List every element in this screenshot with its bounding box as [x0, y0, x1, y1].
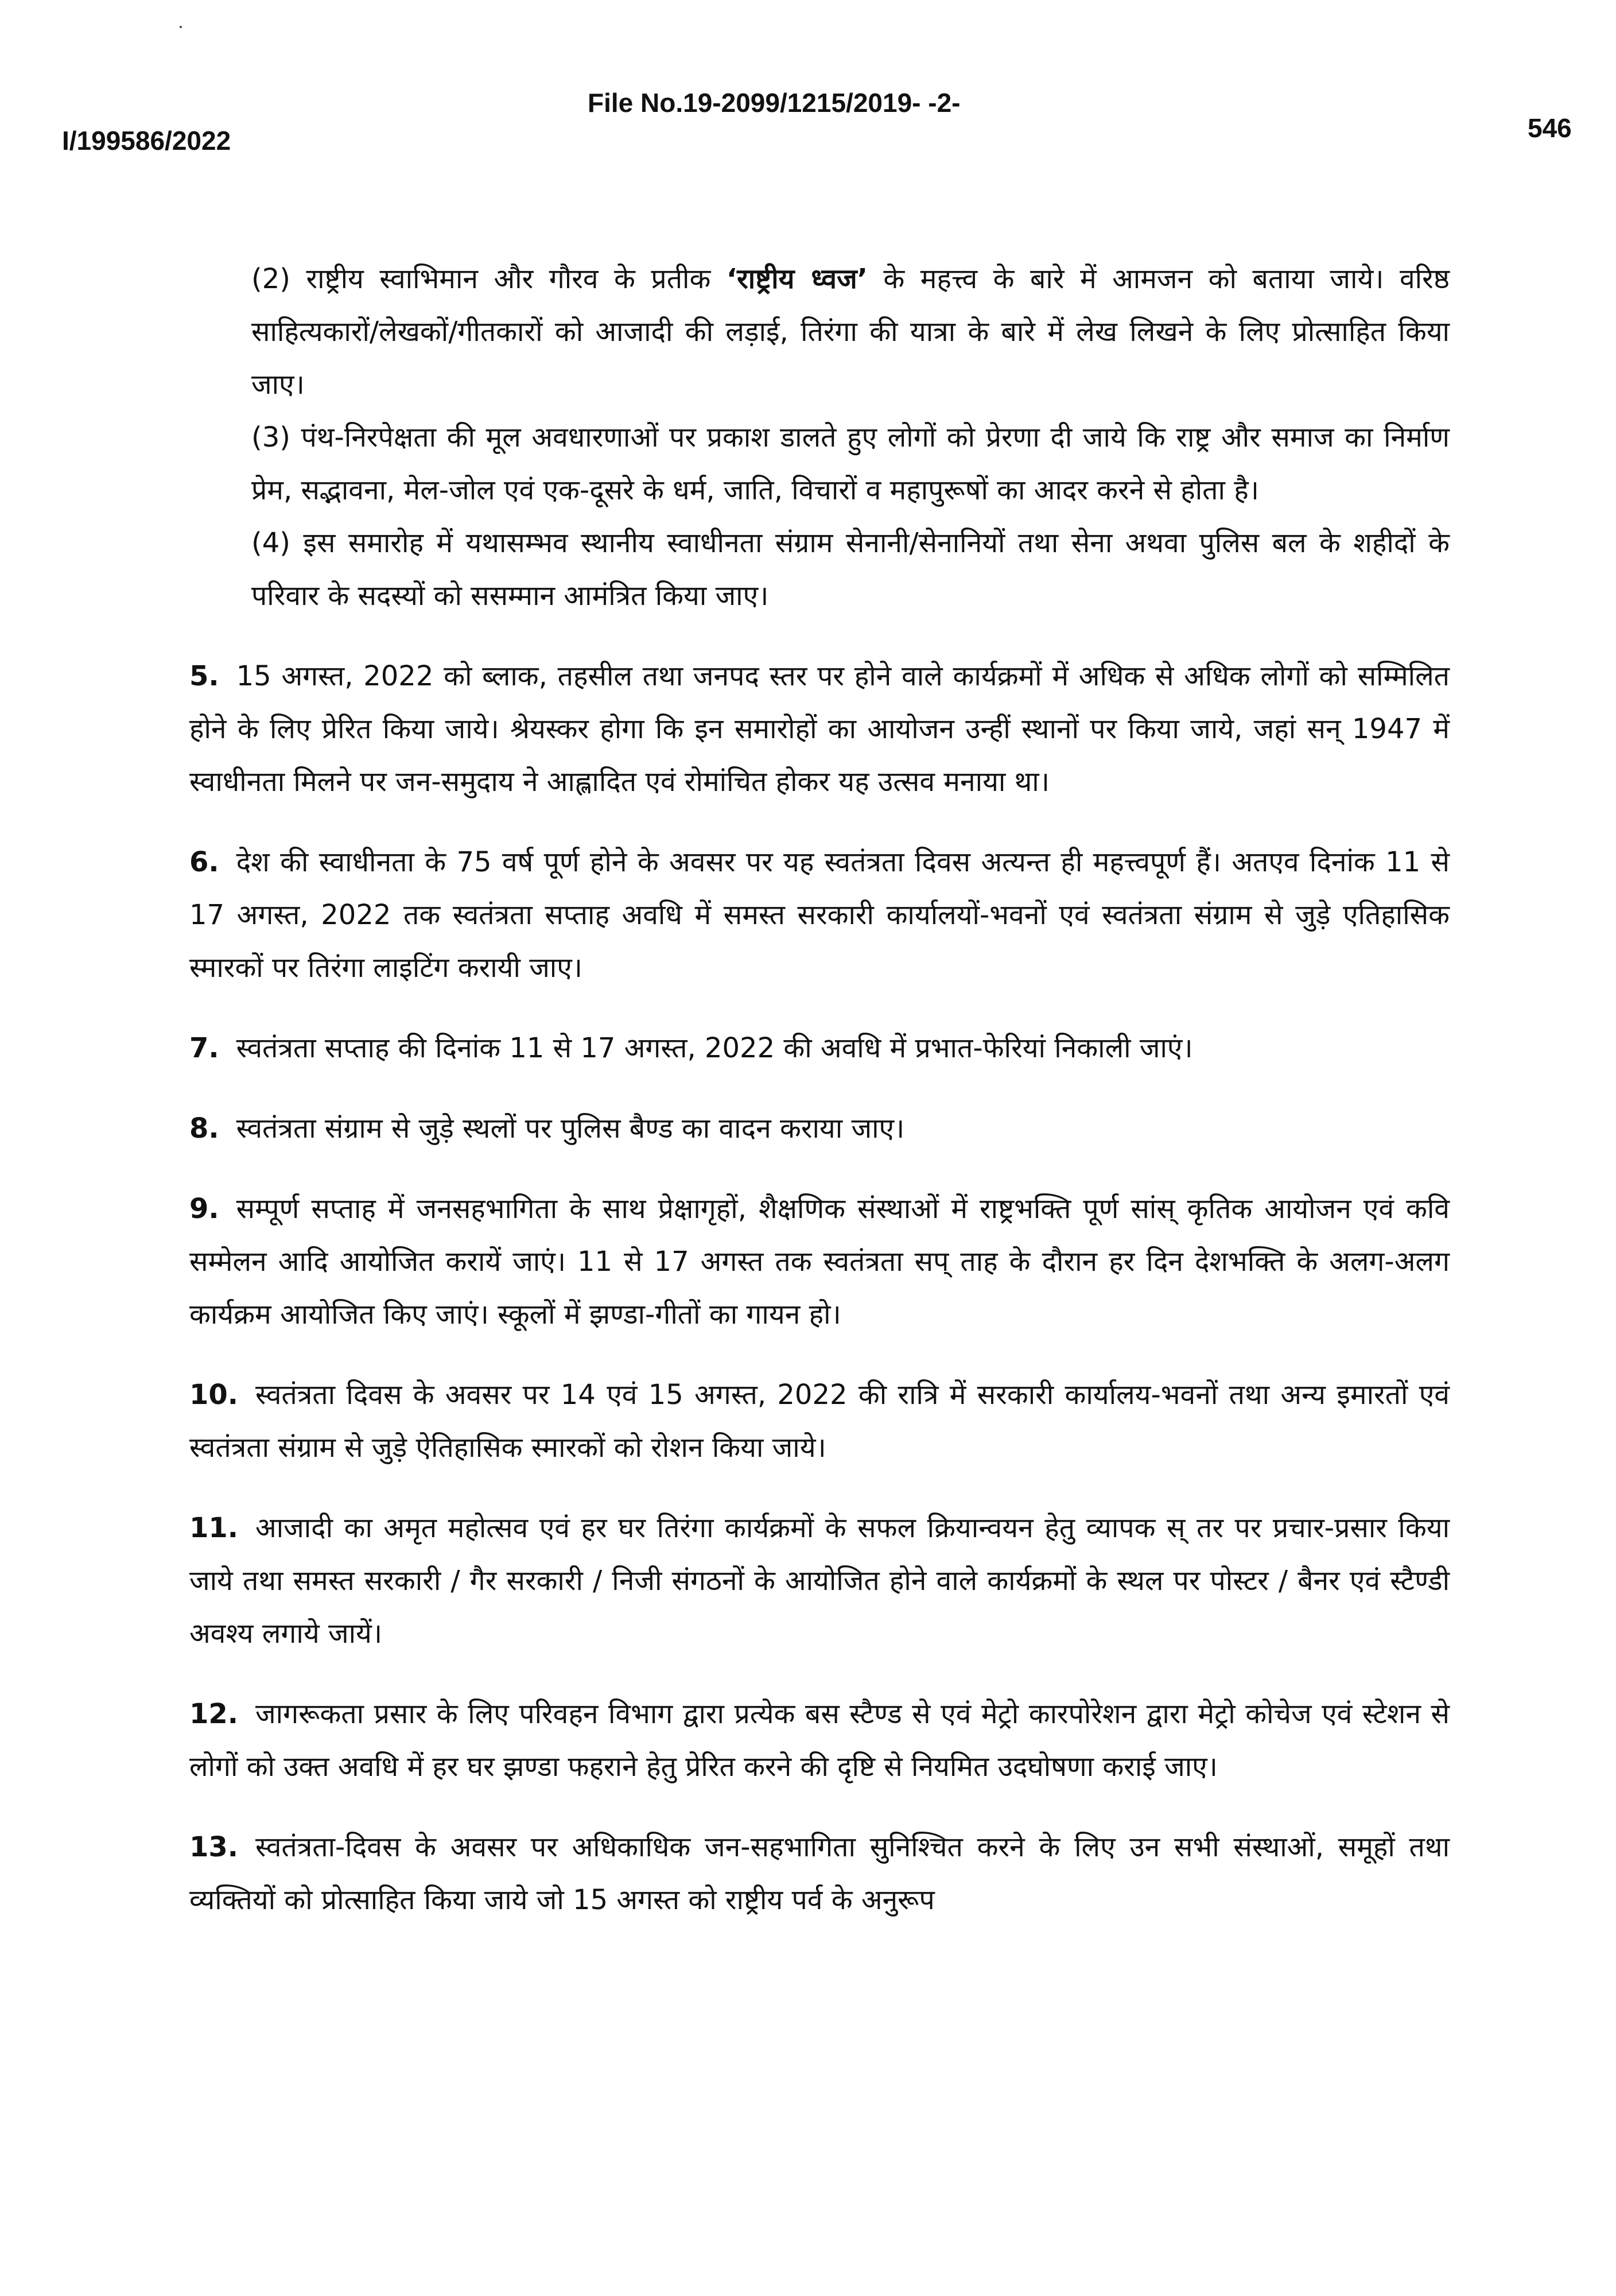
paragraph-7 — [189, 1022, 1450, 1075]
paragraph-text: सम्पूर्ण सप्ताह में जनसहभागिता के साथ प्रेक्षागृहों, शैक्षणिक संस्थाओं में राष्ट्रभक्ति पूर्ण सांस् कृतिक आयोजन एवं कवि सम्मेलन आदि आयोजित करायें जाएं। 11 से 17 अगस्त तक स्वतंत्रता सप् ताह के दौरान हर दिन देशभक्ति के अलग-अलग कार्यक्रम आयोजित किए जाएं। स्कूलों में झण्डा-गीतों का गायन हो। — [189, 1193, 1450, 1331]
paragraph-number: 8. — [189, 1112, 219, 1145]
paragraph-text: स्वतंत्रता-दिवस के अवसर पर अधिकाधिक जन-सहभागिता सुनिश्चित करने के लिए उन सभी संस्थाओं, समूहों तथा व्यक्तियों को प्रोत्साहित किया जाये जो 15 अगस्त को राष्ट्रीय पर्व के अनुरूप — [189, 1831, 1450, 1916]
paragraph-number: 11. — [189, 1512, 239, 1544]
paragraph-number: 5. — [189, 660, 219, 692]
document-id: I/199586/2022 — [62, 126, 231, 156]
paragraph-13 — [189, 1821, 1450, 1926]
document-body — [189, 253, 1450, 1926]
paragraph-12 — [189, 1688, 1450, 1793]
scan-dot — [180, 26, 182, 28]
paragraph-number: 12. — [189, 1698, 239, 1730]
sub-item-3: (3) पंथ-निरपेक्षता की मूल अवधारणाओं पर प्रकाश डालते हुए लोगों को प्रेरणा दी जाये कि राष्ट्र और समाज का निर्माण प्रेम, सद्भावना, मेल-जोल एवं एक-दूसरे के धर्म, जाति, विचारों व महापुरूषों का आदर करने से होता है। — [251, 421, 1450, 506]
paragraph-text: स्वतंत्रता दिवस के अवसर पर 14 एवं 15 अगस्त, 2022 की रात्रि में सरकारी कार्यालय-भवनों तथा अन्य इमारतों एवं स्वतंत्रता संग्राम से जुड़े ऐतिहासिक स्मारकों को रोशन किया जाये। — [189, 1379, 1450, 1464]
sub-item-2-text-end: के महत्त्व के बारे में आमजन को बताया जाये। वरिष्ठ साहित्यकारों/लेखकों/गीतकारों को आजादी की लड़ाई, तिरंगा की यात्रा के बारे में लेख लिखने के लिए प्रोत्साहित किया जाए। — [251, 263, 1450, 401]
paragraph-text: स्वतंत्रता सप्ताह की दिनांक 11 से 17 अगस्त, 2022 की अवधि में प्रभात-फेरियां निकाली जाएं। — [236, 1032, 1193, 1064]
paragraph-text: देश की स्वाधीनता के 75 वर्ष पूर्ण होने के अवसर पर यह स्वतंत्रता दिवस अत्यन्त ही महत्त्वपूर्ण हैं। अतएव दिनांक 11 से 17 अगस्त, 2022 तक स्वतंत्रता सप्ताह अवधि में समस्त सरकारी कार्यालयों-भवनों एवं स्वतंत्रता संग्राम से जुड़े एतिहासिक स्मारकों पर तिरंगा लाइटिंग करायी जाए। — [189, 846, 1450, 984]
sub-item-2-text-start: (2) राष्ट्रीय स्वाभिमान और गौरव के प्रतीक — [251, 263, 727, 295]
paragraph-10 — [189, 1368, 1450, 1474]
paragraph-number: 6. — [189, 846, 219, 878]
sub-item-2 — [251, 253, 1450, 411]
paragraph-9 — [189, 1182, 1450, 1341]
paragraph-text: स्वतंत्रता संग्राम से जुड़े स्थलों पर पुलिस बैण्ड का वादन कराया जाए। — [236, 1112, 905, 1145]
national-flag-term: ‘राष्ट्रीय ध्वज’ — [726, 263, 868, 295]
paragraph-number: 7. — [189, 1032, 219, 1064]
sub-items — [251, 253, 1450, 622]
paragraph-text: आजादी का अमृत महोत्सव एवं हर घर तिरंगा कार्यक्रमों के सफल क्रियान्वयन हेतु व्यापक स् तर पर प्रचार-प्रसार किया जाये तथा समस्त सरकारी / गैर सरकारी / निजी संगठनों के आयोजित होने वाले कार्यक्रमों के स्थल पर पोस्टर / बैनर एवं स्टैण्डी अवश्य लगाये जायें। — [189, 1512, 1450, 1650]
paragraph-number: 10. — [189, 1379, 239, 1411]
sub-item-4: (4) इस समारोह में यथासम्भव स्थानीय स्वाधीनता संग्राम सेनानी/सेनानियों तथा सेना अथवा पुलिस बल के शहीदों के परिवार के सदस्यों को ससम्मान आमंत्रित किया जाए। — [251, 527, 1450, 612]
file-number: File No.19-2099/1215/2019- -2- — [588, 88, 961, 118]
paragraph-6 — [189, 836, 1450, 994]
paragraph-number: 9. — [189, 1193, 219, 1225]
paragraph-text: जागरूकता प्रसार के लिए परिवहन विभाग द्वारा प्रत्येक बस स्टैण्ड से एवं मेट्रो कारपोरेशन द्वारा मेट्रो कोचेज एवं स्टेशन से लोगों को उक्त अवधि में हर घर झण्डा फहराने हेतु प्रेरित करने की दृष्टि से नियमित उदघोषणा कराई जाए। — [189, 1698, 1450, 1783]
page-number: 546 — [1528, 113, 1572, 143]
paragraph-number: 13. — [189, 1831, 239, 1863]
paragraph-8 — [189, 1102, 1450, 1155]
paragraph-11 — [189, 1502, 1450, 1660]
paragraph-5 — [189, 650, 1450, 808]
paragraph-text: 15 अगस्त, 2022 को ब्लाक, तहसील तथा जनपद स्तर पर होने वाले कार्यक्रमों में अधिक से अधिक लोगों को सम्मिलित होने के लिए प्रेरित किया जाये। श्रेयस्कर होगा कि इन समारोहों का आयोजन उन्हीं स्थानों पर किया जाये, जहां सन् 1947 में स्वाधीनता मिलने पर जन-समुदाय ने आह्लादित एवं रोमांचित होकर यह उत्सव मनाया था। — [189, 660, 1450, 798]
